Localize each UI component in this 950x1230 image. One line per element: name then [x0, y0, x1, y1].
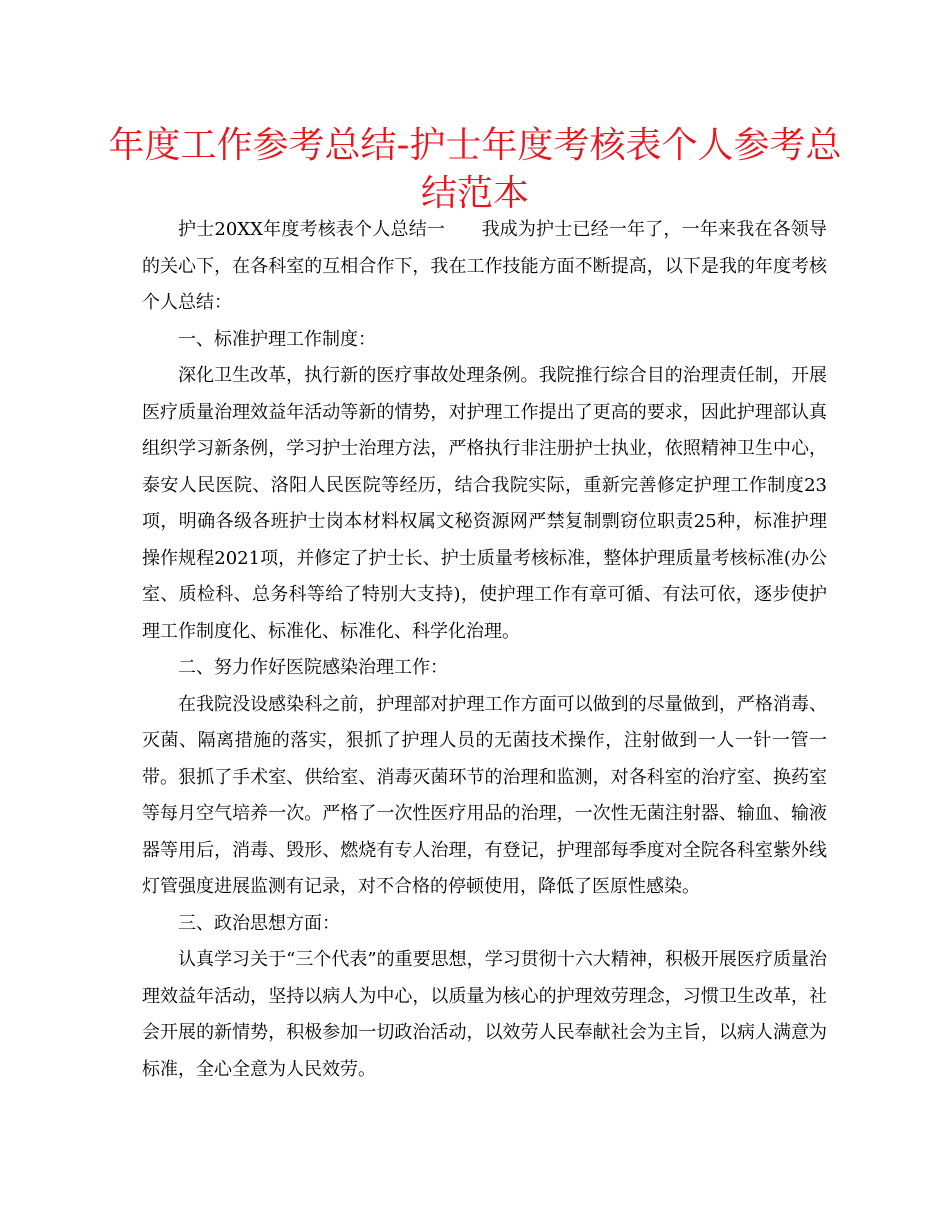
intro-paragraph: 护士20XX年度考核表个人总结一 我成为护士已经一年了，一年来我在各领导的关心下，在各科室的互相合作下，我在工作技能方面不断提高，以下是我的年度考核个人总结：: [142, 219, 827, 313]
section-paragraph-1: 深化卫生改革，执行新的医疗事故处理条例。我院推行综合目的治理责任制，开展医疗质量治理效益年活动等新的情势，对护理工作提出了更高的要求，因此护理部认真组织学习新条例，学习护士治理方法，严格执行非注册护士执业，依照精神卫生中心，泰安人民医院、洛阳人民医院等经历，结合我院实际，重新完善修定护理工作制度23项，明确各级各班护士岗本材料权属文秘资源网严禁复制剽窃位职责25种，标准护理操作规程2021项，并修定了护士长、护士质量考核标准，整体护理质量考核标准(办公室、质检科、总务科等给了特别大支持)，使护理工作有章可循、有法可依，逐步使护理工作制度化、标准化、标准化、科学化治理。: [142, 365, 827, 642]
document-title: 年度工作参考总结-护士年度考核表个人参考总结范本: [108, 125, 842, 214]
section-paragraph-3: 认真学习关于“三个代表”的重要思想，学习贯彻十六大精神，积极开展医疗质量治理效益年活动，坚持以病人为中心，以质量为核心的护理效劳理念，习惯卫生改革，社会开展的新情势，积极参加一切政治活动，以效劳人民奉献社会为主旨，以病人满意为标准，全心全意为人民效劳。: [142, 949, 827, 1080]
document-body: [142, 212, 827, 1088]
section-paragraph-2: 在我院没设感染科之前，护理部对护理工作方面可以做到的尽量做到，严格消毒、灭菌、隔离措施的落实，狠抓了护理人员的无菌技术操作，注射做到一人一针一管一带。狠抓了手术室、供给室、消毒灭菌环节的治理和监测，对各科室的治疗室、换药室等每月空气培养一次。严格了一次性医疗用品的治理，一次性无菌注射器、输血、输液器等用后，消毒、毁形、燃烧有专人治理，有登记，护理部每季度对全院各科室紫外线灯管强度进展监测有记录，对不合格的停顿使用，降低了医原性感染。: [142, 693, 827, 897]
section-heading-3: 三、政治思想方面：: [178, 912, 340, 934]
section-heading-2: 二、努力作好医院感染治理工作：: [178, 657, 448, 678]
section-heading-1: 一、标准护理工作制度：: [178, 328, 376, 350]
